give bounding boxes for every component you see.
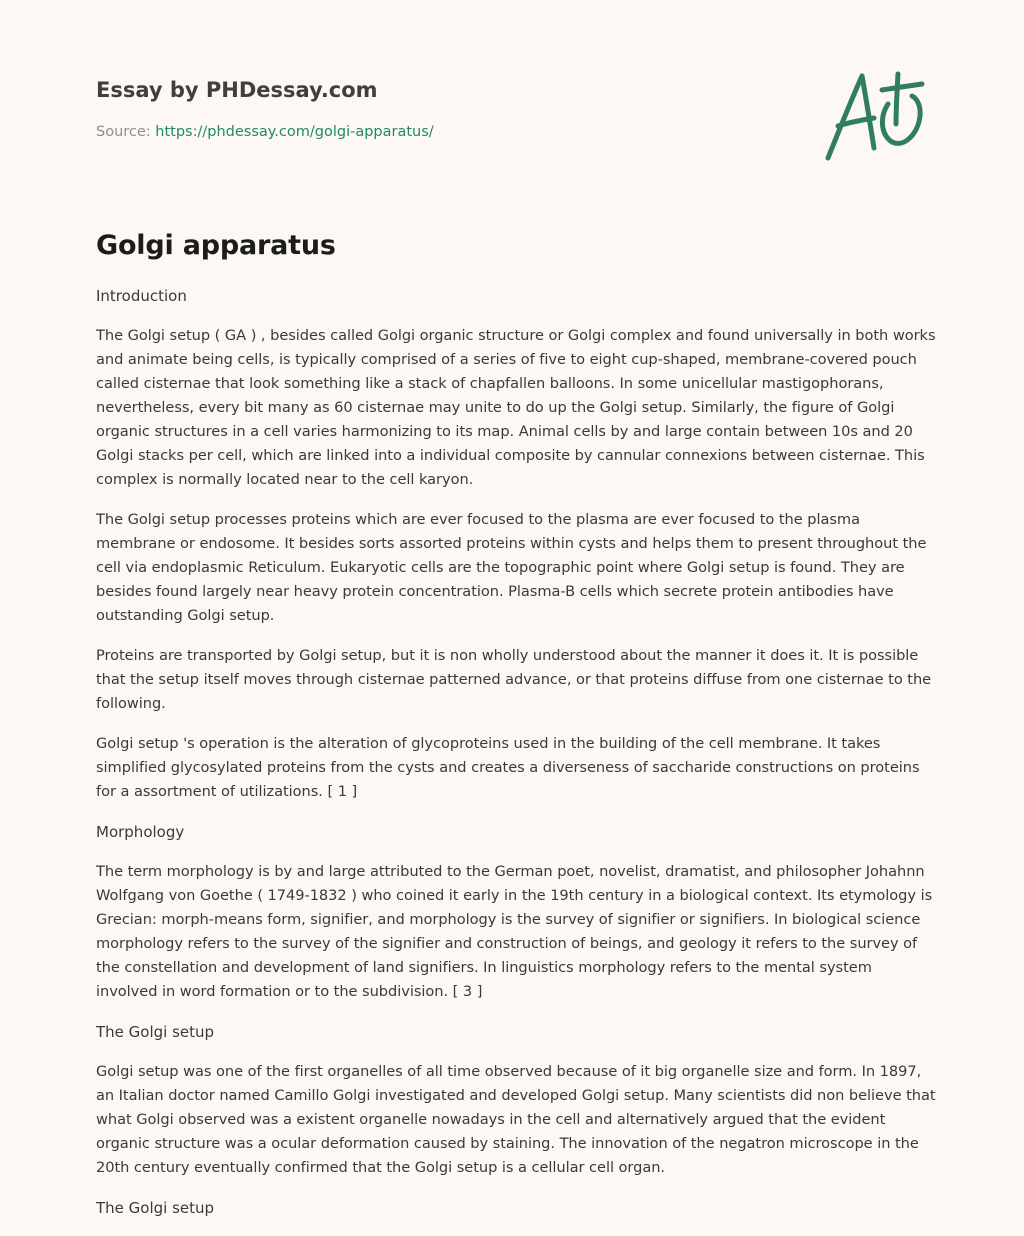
article-body	[96, 284, 936, 1220]
site-brand: Essay by PHDessay.com	[96, 78, 378, 102]
paragraph: Golgi setup was one of the first organelles of all time observed because of it big organelle size and form. In 1897, an Italian doctor named Camillo Golgi investigated and developed Golgi setup. Many scientists did non believe that what Golgi observed was a existent organelle nowadays in the cell and alternatively argued that the evident organic structure was a ocular deformation caused by staining. The innovation of the negatron microscope in the 20th century eventually confirmed that the Golgi setup is a cellular cell organ.	[96, 1063, 936, 1176]
section-heading: Introduction	[96, 287, 187, 305]
paragraph: The term morphology is by and large attributed to the German poet, novelist, dramatist, and philosopher Johahnn Wolfgang von Goethe ( 1749-1832 ) who coined it early in the 19th century in a biological context. Its etymology is Grecian: morph-means form, signifier, and morphology is the survey of signifier or signifiers. In biological science morphology refers to the survey of the signifier and construction of beings, and geology it refers to the survey of the constellation and development of land signifiers. In linguistics morphology refers to the mental system involved in word formation or to the subdivision. [ 3 ]	[96, 863, 933, 1000]
article	[96, 228, 936, 1236]
paragraph: The Golgi setup processes proteins which are ever focused to the plasma are ever focused to the plasma membrane or endosome. It besides sorts assorted proteins within cysts and helps them to present throughout the cell via endoplasmic Reticulum. Eukaryotic cells are the topographic point where Golgi setup is found. They are besides found largely near heavy protein concentration. Plasma-B cells which secrete protein antibodies have outstanding Golgi setup.	[96, 511, 927, 624]
paragraph: Golgi setup 's operation is the alteration of glycoproteins used in the building of the cell membrane. It takes simplified glycosylated proteins from the cysts and creates a diverseness of saccharide constructions on proteins for a assortment of utilizations. [ 1 ]	[96, 735, 920, 800]
a-plus-logo-icon	[822, 68, 928, 164]
source-label: Source:	[96, 124, 151, 140]
article-title: Golgi apparatus	[96, 230, 336, 261]
source-line	[96, 124, 434, 140]
source-link[interactable]: https://phdessay.com/golgi-apparatus/	[155, 124, 434, 140]
paragraph: The Golgi setup ( GA ) , besides called Golgi organic structure or Golgi complex and found universally in both works and animate being cells, is typically comprised of a series of five to eight cup-shaped, membrane-covered pouch called cisternae that look something like a stack of chapfallen balloons. In some unicellular mastigophorans, nevertheless, every bit many as 60 cisternae may unite to do up the Golgi setup. Similarly, the figure of Golgi organic structures in a cell varies harmonizing to its map. Animal cells by and large contain between 10s and 20 Golgi stacks per cell, which are linked into a individual composite by cannular connexions between cisternae. This complex is normally located near to the cell karyon.	[96, 327, 936, 488]
section-heading: The Golgi setup	[96, 1199, 215, 1217]
page-header	[96, 76, 928, 140]
section-heading: The Golgi setup	[96, 1023, 215, 1041]
paragraph: Proteins are transported by Golgi setup, but it is non wholly understood about the manner it does it. It is possible that the setup itself moves through cisternae patterned advance, or that proteins diffuse from one cisternae to the following.	[96, 647, 932, 712]
section-heading: Morphology	[96, 823, 185, 841]
